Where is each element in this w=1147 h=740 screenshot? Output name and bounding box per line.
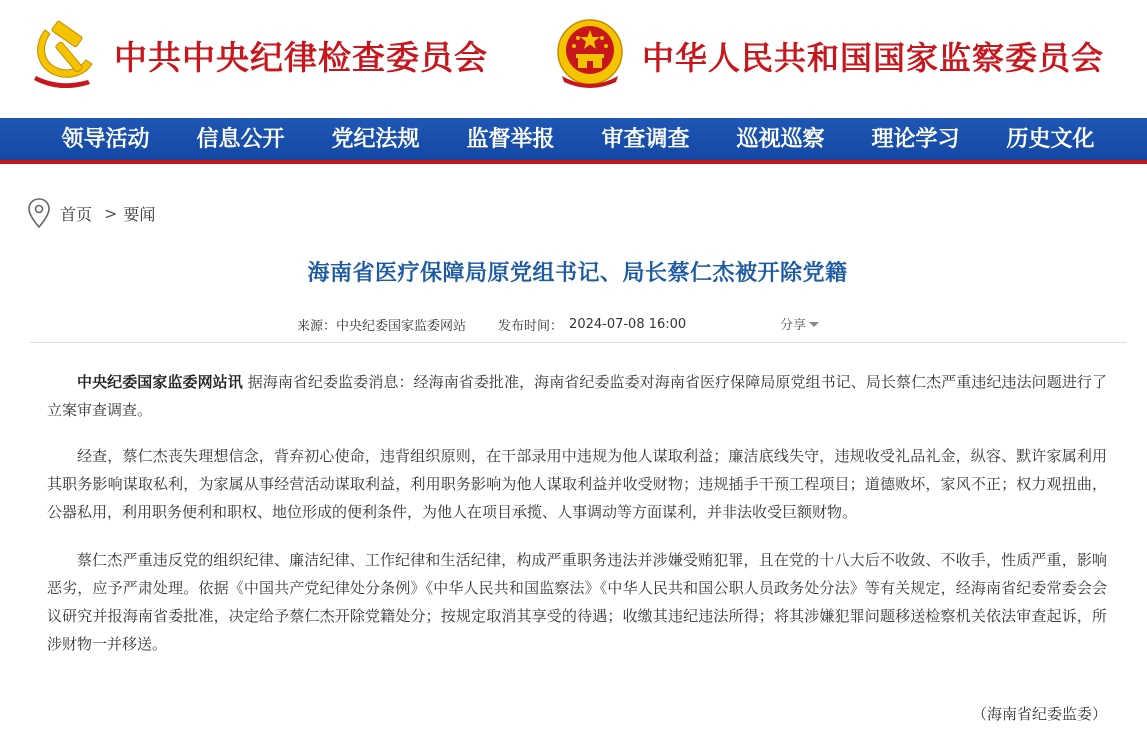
lead-source: 中央纪委国家监委网站讯 — [77, 373, 243, 391]
article-divider — [30, 342, 1126, 343]
article-meta — [297, 315, 686, 334]
nav-item-party-regulations[interactable]: 党纪法规 — [331, 126, 420, 152]
paragraph-1 — [47, 368, 1107, 424]
article-signoff: （海南省纪委监委） — [972, 705, 1108, 723]
time-label: 发布时间： — [498, 319, 564, 334]
paragraph-3: 蔡仁杰严重违反党的组织纪律、廉洁纪律、工作纪律和生活纪律，构成严重职务违法并涉嫌受贿犯罪，且在党的十八大后不收敛、不收手，性质严重，影响恶劣，应予严肃处理。依据《中国共产党纪律处分条例》《中华人民共和国监察法》《中华人民共和国公职人员政务处分法》等有关规定，经海南省纪委常委会会议研究并报海南省委批准，决定给予蔡仁杰开除党籍处分；按规定取消其享受的待遇；收缴其违纪违法所得；将其涉嫌犯罪问题移送检察机关依法审查起诉，所涉财物一并移送。 — [47, 551, 1107, 653]
article-title: 海南省医疗保障局原党组书记、局长蔡仁杰被开除党籍 — [307, 261, 848, 286]
nav-item-leadership[interactable]: 领导活动 — [61, 126, 150, 152]
nsc-brand[interactable] — [556, 18, 1104, 94]
ccdi-brand[interactable] — [30, 18, 488, 92]
nav-item-history-culture[interactable]: 历史文化 — [1006, 126, 1095, 152]
breadcrumb-current-link[interactable]: 要闻 — [123, 204, 156, 224]
paragraph-2: 经查，蔡仁杰丧失理想信念，背弃初心使命，违背组织原则，在干部录用中违规为他人谋取利益；廉洁底线失守，违规收受礼品礼金，纵容、默许家属利用其职务影响谋取私利，为家属从事经营活动谋取利益，利用职务影响为他人谋取利益并收受财物；违规插手干预工程项目；道德败坏，家风不正；权力观扭曲，公器私用，利用职务便利和职权、地位形成的便利条件，为他人在项目承揽、人事调动等方面谋利，并非法收受巨额财物。 — [47, 447, 1107, 521]
location-pin-icon — [28, 198, 50, 228]
nav-item-info-disclosure[interactable]: 信息公开 — [196, 126, 285, 152]
source-value: 中央纪委国家监委网站 — [336, 319, 467, 334]
breadcrumb-home-link[interactable]: 首页 — [60, 204, 93, 224]
breadcrumb — [28, 198, 155, 228]
nav-item-investigation[interactable]: 审查调查 — [601, 126, 690, 152]
party-emblem-icon — [30, 18, 100, 92]
ccdi-title: 中共中央纪律检查委员会 — [114, 37, 488, 77]
national-emblem-icon — [556, 18, 624, 94]
caret-down-icon — [809, 322, 819, 327]
article-body — [47, 368, 1107, 676]
time-value: 2024-07-08 16:00 — [569, 317, 687, 332]
nav-list — [38, 118, 1118, 160]
nav-item-supervision-report[interactable]: 监督举报 — [466, 126, 555, 152]
source-label: 来源： — [297, 319, 337, 334]
main-nav — [0, 118, 1147, 164]
nav-item-inspection[interactable]: 巡视巡察 — [736, 126, 825, 152]
paragraph-1-text: 据海南省纪委监委消息：经海南省委批准，海南省纪委监委对海南省医疗保障局原党组书记、局长蔡仁杰严重违纪违法问题进行了立案审查调查。 — [47, 373, 1107, 419]
share-label: 分享 — [780, 318, 807, 333]
site-header — [0, 0, 1147, 118]
nav-item-theory-study[interactable]: 理论学习 — [871, 126, 960, 152]
nsc-title: 中华人民共和国国家监察委员会 — [642, 39, 1105, 77]
breadcrumb-separator: > — [104, 203, 118, 223]
share-button[interactable] — [780, 314, 819, 333]
